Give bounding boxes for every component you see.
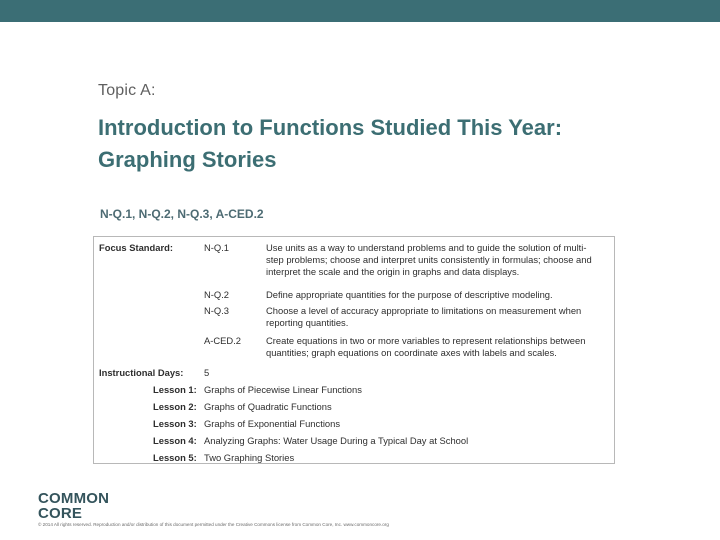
focus-standard-label: Focus Standard: bbox=[99, 242, 173, 253]
page-title bbox=[98, 112, 658, 176]
standard-description bbox=[266, 335, 614, 359]
desc-line: step problems; choose and interpret units consistently in formulas; choose and bbox=[266, 254, 592, 265]
standard-description bbox=[266, 289, 614, 301]
common-core-logo bbox=[38, 491, 109, 521]
lesson-label: Lesson 3: bbox=[153, 418, 197, 429]
logo-line-1: COMMON bbox=[38, 490, 110, 507]
desc-line: quantities; graph equations on coordinate axes with labels and scales. bbox=[266, 347, 557, 358]
desc-line: Use units as a way to understand problems and to guide the solution of multi- bbox=[266, 242, 587, 253]
standard-code: N-Q.2 bbox=[204, 289, 230, 300]
standard-code: A-CED.2 bbox=[204, 335, 241, 346]
copyright-notice: © 2014 All rights reserved. Reproduction and/or distribution of this document permitted under the Creative Commons license from Common Core, Inc. www.commoncore.org bbox=[38, 522, 389, 527]
topic-label: Topic A: bbox=[98, 82, 156, 99]
title-line-1: Introduction to Functions Studied This Year: bbox=[98, 115, 563, 140]
standard-description bbox=[266, 305, 614, 329]
instructional-days-value: 5 bbox=[204, 367, 210, 378]
top-banner bbox=[0, 0, 720, 22]
lesson-label: Lesson 5: bbox=[153, 452, 197, 463]
lesson-label: Lesson 2: bbox=[153, 401, 197, 412]
logo-line-2: CORE bbox=[38, 505, 83, 522]
standard-description bbox=[266, 242, 614, 278]
standards-table bbox=[93, 236, 615, 464]
desc-line: Create equations in two or more variables to represent relationships between bbox=[266, 335, 586, 346]
standards-codes: N-Q.1, N-Q.2, N-Q.3, A-CED.2 bbox=[100, 207, 264, 221]
lesson-label: Lesson 4: bbox=[153, 435, 197, 446]
desc-line: Define appropriate quantities for the purpose of descriptive modeling. bbox=[266, 289, 553, 300]
standard-code: N-Q.1 bbox=[204, 242, 230, 253]
desc-line: Choose a level of accuracy appropriate to limitations on measurement when bbox=[266, 305, 582, 316]
lesson-title: Graphs of Exponential Functions bbox=[204, 418, 341, 429]
standard-code: N-Q.3 bbox=[204, 305, 230, 316]
desc-line: reporting quantities. bbox=[266, 317, 349, 328]
lesson-title: Two Graphing Stories bbox=[204, 452, 295, 463]
lesson-title: Analyzing Graphs: Water Usage During a Typical Day at School bbox=[204, 435, 469, 446]
lesson-title: Graphs of Piecewise Linear Functions bbox=[204, 384, 362, 395]
title-line-2: Graphing Stories bbox=[98, 147, 277, 172]
lesson-label: Lesson 1: bbox=[153, 384, 197, 395]
lesson-title: Graphs of Quadratic Functions bbox=[204, 401, 332, 412]
desc-line: interpret the scale and the origin in graphs and data displays. bbox=[266, 266, 520, 277]
instructional-days-label: Instructional Days: bbox=[99, 367, 184, 378]
